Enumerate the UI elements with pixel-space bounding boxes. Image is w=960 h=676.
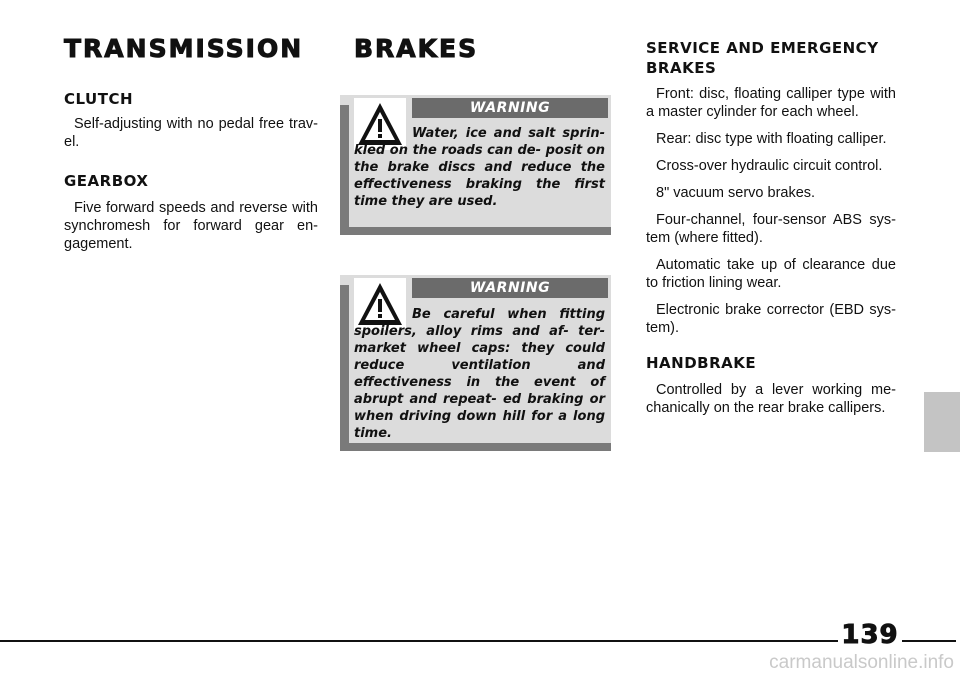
gearbox-heading: GEARBOX [64,172,149,190]
clutch-text: Self-adjusting with no pedal free trav- el. [64,116,318,150]
brakes-title: BRAKES [354,34,479,63]
service-paragraph: Rear: disc type with floating calliper. [656,131,887,147]
warning-text [354,125,605,210]
service-paragraph: Automatic take up of clearance due to friction lining wear. [646,257,896,291]
chapter-side-tab [924,392,960,452]
warning-box-1 [340,95,611,235]
footer-rule [0,640,956,642]
warning-text [354,306,605,442]
handbrake-heading: HANDBRAKE [646,354,757,372]
warning-box-2 [340,275,611,451]
service-paragraph: Front: disc, floating calliper type with a master cylinder for each wheel. [646,86,896,120]
handbrake-text: Controlled by a lever working me- chanically on the rear brake callipers. [646,382,896,416]
warning-label: WARNING [412,98,608,118]
service-paragraph: 8" vacuum servo brakes. [656,185,816,201]
service-paragraph: Cross-over hydraulic circuit control. [656,158,883,174]
page-number: 139 [838,620,902,650]
service-paragraph: Four-channel, four-sensor ABS sys- tem (where fitted). [646,212,896,246]
transmission-title: TRANSMISSION [64,34,304,63]
service-paragraph: Electronic brake corrector (EBD sys- tem). [646,302,896,336]
watermark-text: carmanualsonline.info [769,652,954,673]
warning-label: WARNING [412,278,608,298]
warning-text-content: Be careful when fitting spoilers, alloy rims and af- ter-market wheel caps: they could reduce ventilation and effectiveness in the event of abrupt and repeat- ed braking or when driving down hill for a long time. [354,307,605,441]
clutch-heading: CLUTCH [64,90,134,108]
gearbox-text: Five forward speeds and reverse with synchromesh for forward gear en- gagement. [64,200,318,252]
service-brakes-heading: SERVICE AND EMERGENCY BRAKES [646,39,879,77]
warning-text-content: Water, ice and salt sprin- kled on the roads can de- posit on the brake discs and reduce the effectiveness braking the first time they are used. [354,126,605,209]
